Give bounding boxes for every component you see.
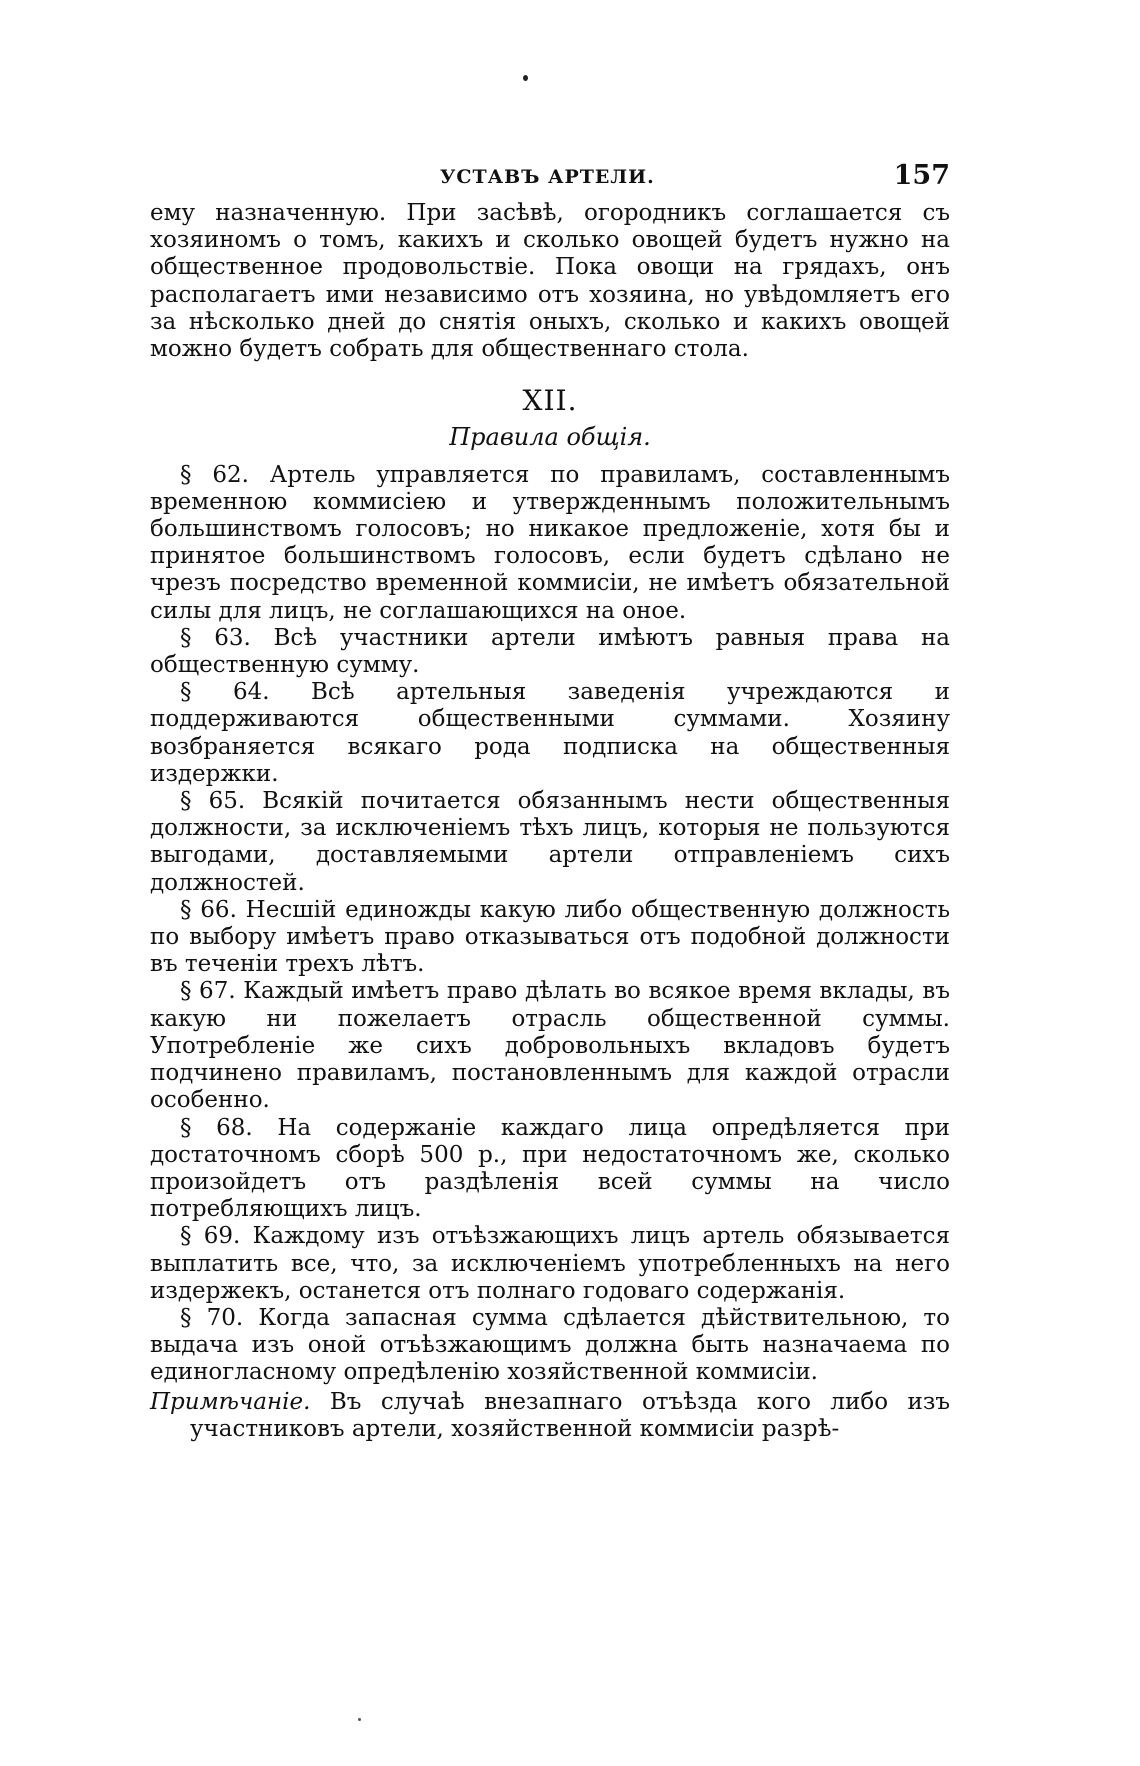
paragraph-67: § 67. Каждый имѣетъ право дѣлать во всякое время вклады, въ какую ни пожелаетъ отрасль общественной суммы. Употребленіе же сихъ добровольныхъ вкладовъ будетъ подчинено правиламъ, постановленнымъ для каждой отрасли особенно.	[150, 978, 950, 1114]
note	[150, 1389, 950, 1443]
note-label: Примѣчаніе.	[150, 1388, 311, 1415]
paragraph-69: § 69. Каждому изъ отъѣзжающихъ лицъ артель обязывается выплатить все, что, за исключеніемъ употребленныхъ на него издержекъ, останется отъ полнаго годоваго содержанія.	[150, 1223, 950, 1304]
paragraph-64: § 64. Всѣ артельныя заведенія учреждаются и поддерживаются общественными суммами. Хозяину возбраняется всякаго рода подписка на общественныя издержки.	[150, 679, 950, 787]
paragraph-68: § 68. На содержаніе каждаго лица опредѣляется при достаточномъ сборѣ 500 р., при недостаточномъ же, сколько произойдетъ отъ раздѣленія всей суммы на число потребляющихъ лицъ.	[150, 1114, 950, 1223]
paragraph-70: § 70. Когда запасная сумма сдѣлается дѣйствительною, то выдача изъ оной отъѣзжающимъ должна быть назначаема по единогласному опредѣленію хозяйственной коммисіи.	[150, 1304, 950, 1386]
note-text: Въ случаѣ внезапнаго отъѣзда кого либо изъ участниковъ артели, хозяйственной коммисіи разрѣ-	[190, 1388, 951, 1442]
page-header	[150, 160, 950, 200]
running-title: УСТАВЪ АРТЕЛИ.	[440, 166, 655, 188]
intro-paragraph: ему назначенную. При засѣвѣ, огородникъ соглашается съ хозяиномъ о томъ, какихъ и сколько овощей будетъ нужно на общественное продовольствіе. Пока овощи на грядахъ, онъ располагаетъ ими независимо отъ хозяина, но увѣдомляетъ его за нѣсколько дней до снятія оныхъ, сколько и какихъ овощей можно будетъ собрать для общественнаго стола.	[150, 200, 950, 363]
ink-speck	[358, 1718, 361, 1721]
paragraph-65: § 65. Всякій почитается обязаннымъ нести общественныя должности, за исключеніемъ тѣхъ лицъ, которыя не пользуются выгодами, доставляемыми артели отправленіемъ сихъ должностей.	[150, 788, 950, 896]
paragraph-66: § 66. Несшій единожды какую либо общественную должность по выбору имѣетъ право отказываться отъ подобной должности въ теченіи трехъ лѣтъ.	[150, 896, 950, 978]
page-number: 157	[893, 160, 950, 191]
paragraph-62: § 62. Артель управляется по правиламъ, составленнымъ временною коммисіею и утвержденнымъ положительнымъ большинствомъ голосовъ; но никакое предложеніе, хотя бы и принятое большинствомъ голосовъ, если будетъ сдѣлано не чрезъ посредство временной коммисіи, не имѣетъ обязательной силы для лицъ, не соглашающихся на оное.	[150, 461, 950, 624]
section-number: XII.	[522, 384, 578, 418]
book-page	[150, 160, 950, 1443]
ink-speck	[523, 75, 528, 81]
paragraph-63: § 63. Всѣ участники артели имѣютъ равныя права на общественную сумму.	[150, 624, 950, 679]
section-title: Правила общія.	[449, 423, 651, 452]
page-body	[150, 200, 950, 1443]
